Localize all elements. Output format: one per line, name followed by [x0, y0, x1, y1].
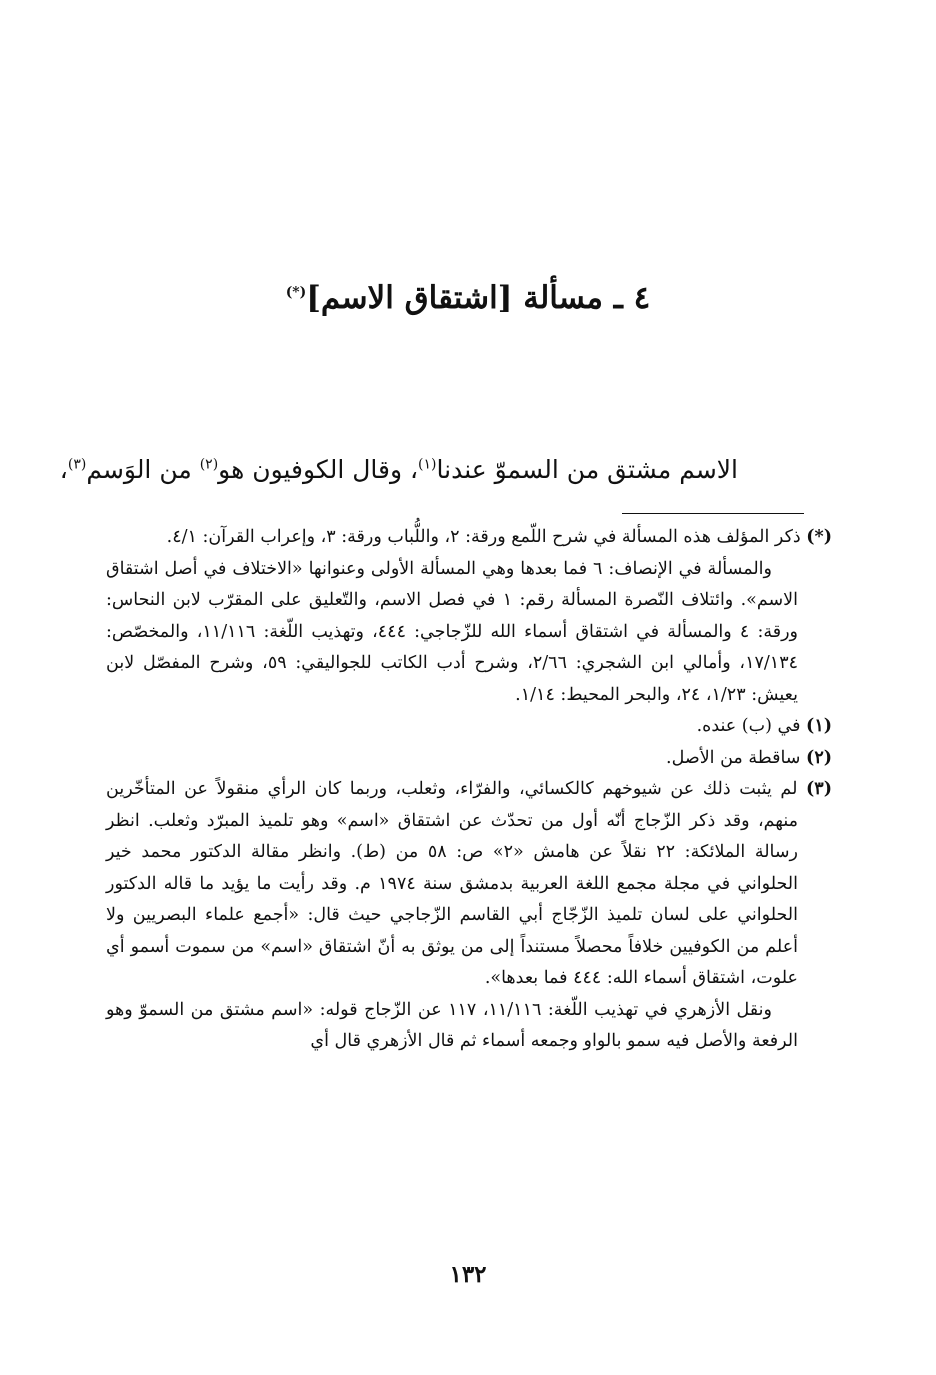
body-text-part-1: الاسم مشتق من السموّ عندنا	[436, 455, 738, 484]
body-text-part-2: ، وقال الكوفيون هو	[218, 455, 419, 484]
body-text-part-3: من الوَسم	[86, 455, 200, 484]
footnote-1-text: في (ب) عنده.	[696, 716, 801, 736]
chapter-title	[0, 276, 936, 320]
chapter-title-text: ٤ ـ مسألة [اشتقاق الاسم]	[306, 280, 651, 316]
footnote-1-marker: (١)	[806, 716, 832, 736]
footnote-1	[106, 711, 832, 743]
footnote-star-continuation: والمسألة في الإنصاف: ٦ فما بعدها وهي المسألة الأولى وعنوانها «الاختلاف في أصل اشتقاق الاسم». وائتلاف النّصرة المسألة رقم: ١ في فصل الاسم، والتّعليق على المقرّب لابن النحاس: ورقة: ٤ والمسألة في اشتقاق أسماء الله للزّجاجي: ٤٤٤، وتهذيب اللّغة: ١١/١١٦، والمخصّص: ١٧/١٣٤، وأمالي ابن الشجري: ٢/٦٦، وشرح أدب الكاتب للجواليقي: ٥٩، وشرح المفصّل لابن يعيش: ١/٢٣، ٢٤، والبحر المحيط: ١/١٤.	[106, 558, 799, 705]
footnote-2-marker: (٢)	[806, 747, 832, 768]
footnote-star-text: ذكر المؤلف هذه المسألة في شرح اللّمع ورقة: ٢، واللُّباب ورقة: ٣، وإعراب القرآن: ٤/١.	[166, 527, 801, 547]
page-number: ١٣٢	[449, 1261, 487, 1288]
footnote-3-marker: (٣)	[806, 779, 832, 799]
body-paragraph	[59, 452, 738, 488]
footnote-2-text: ساقطة من الأصل.	[666, 747, 801, 768]
footnote-ref-1: (١)	[418, 456, 437, 473]
footnote-3-text: لم يثبت ذلك عن شيوخهم كالكسائي، والفرّاء، وثعلب، وربما كان الرأي منقولاً عن المتأخّرين منهم، وقد ذكر الزّجاج أنّه أول من تحدّث عن اشتقاق «اسم» وهو تلميذ المبرّد وثعلب. انظر رسالة الملائكة: ٢٢ نقلاً عن هامش «٢» ص: ٥٨ من (ط). وانظر مقالة الدكتور محمد خير الحلواني في مجلة مجمع اللغة العربية بدمشق سنة ١٩٧٤ م. وقد رأيت ما يؤيد ما قاله الدكتور الحلواني على لسان تلميذ الزّجّاج أبي القاسم الزّجاجي حيث قال: «أجمع علماء البصريين ولا أعلم من الكوفيين خلافاً محصلاً مستنداً إلى من يوثق به أنّ اشتقاق «اسم» من سموت أسمو أي علوت، اشتقاق أسماء الله: ٤٤٤ فما بعدها».	[106, 779, 798, 988]
footnote-separator	[622, 513, 804, 514]
footnote-3-continuation: ونقل الأزهري في تهذيب اللّغة: ١١/١١٦، ١١٧ عن الزّجاج قوله: «اسم مشتق من السموّ وهو الرفعة والأصل فيه سمو بالواو وجمعه أسماء ثم قال الأزهري قال أي	[106, 999, 798, 1051]
footnotes-section	[106, 522, 832, 1058]
chapter-title-note-ref: (*)	[285, 284, 307, 301]
footnote-ref-2: (٢)	[199, 456, 219, 473]
footnote-star	[106, 522, 832, 554]
footnote-2	[106, 743, 832, 775]
footnote-star-marker: (*)	[806, 527, 832, 547]
body-text-part-4: ،	[59, 455, 68, 484]
footnote-ref-3: (٣)	[67, 456, 87, 473]
footnote-3	[106, 774, 832, 995]
